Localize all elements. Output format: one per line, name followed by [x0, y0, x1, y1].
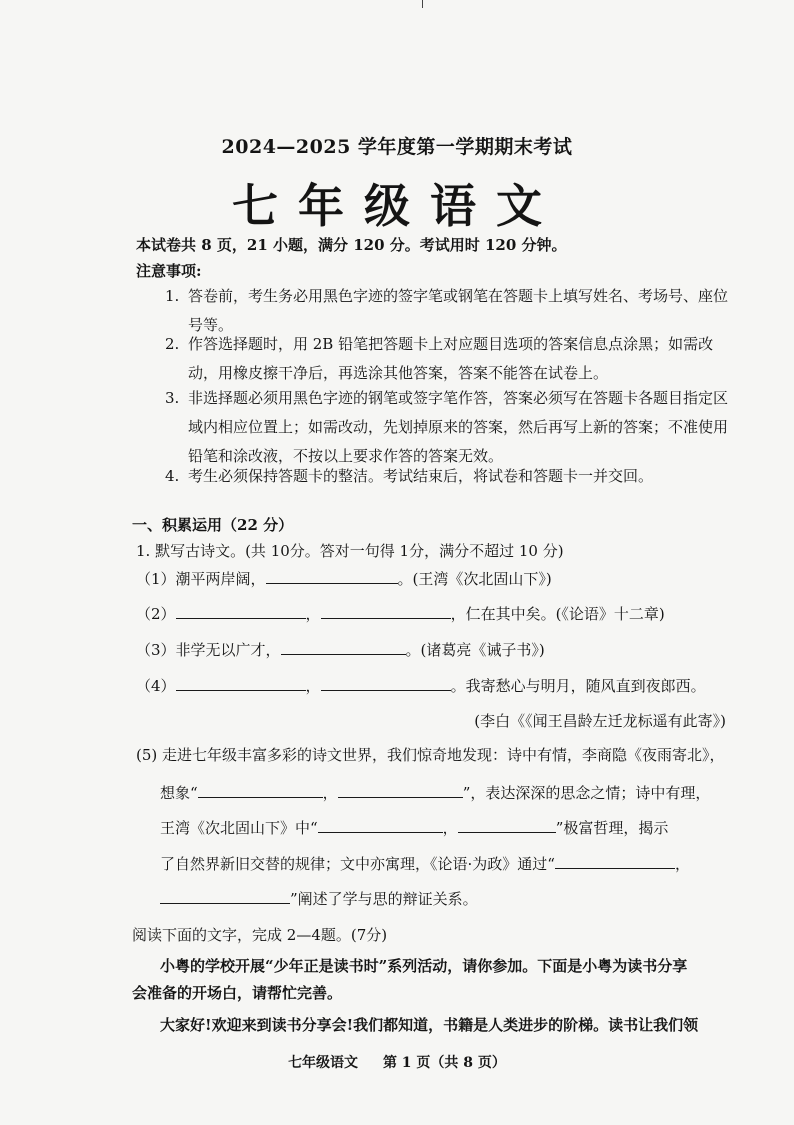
question-text: ”阐述了学与思的辩证关系。: [290, 890, 478, 908]
question-text: 。(王湾《次北固山下》): [397, 570, 552, 588]
exam-title: 2024—2025 学年度第一学期期末考试: [221, 136, 573, 158]
notice-item-number: 2.: [165, 335, 180, 353]
answer-blank[interactable]: [160, 888, 290, 904]
answer-blank[interactable]: [176, 603, 306, 619]
notice-item: [165, 330, 742, 388]
question-1-5-line: [160, 853, 754, 875]
question-1-4-source: (李白《《闻王昌龄左迁龙标遥有此寄》): [474, 712, 726, 730]
question-text: （2）: [136, 605, 176, 623]
question-1-5-line: [160, 888, 754, 910]
question-1-4: [136, 675, 754, 697]
binding-mark: [422, 0, 423, 8]
page-footer: [0, 1052, 794, 1072]
question-text: ”，表达深深的思念之情；诗中有理，: [462, 784, 711, 802]
answer-blank[interactable]: [555, 853, 675, 869]
reading-paragraph: 大家好!欢迎来到读书分享会!我们都知道，书籍是人类进步的阶梯。读书让我们领: [160, 1016, 699, 1034]
reading-paragraph: 会准备的开场白，请帮忙完善。: [132, 984, 343, 1002]
question-text: 。我寄愁心与明月，随风直到夜郎西。: [450, 677, 706, 695]
question-text: 想象“: [160, 784, 198, 802]
reading-paragraph: 小粤的学校开展“少年正是读书时”系列活动，请你参加。下面是小粤为读书分享: [160, 957, 688, 975]
answer-blank[interactable]: [318, 817, 443, 833]
question-text: 了自然界新旧交替的规律；文中亦寓理，《论语·为政》通过“: [160, 855, 555, 873]
question-1-2: [136, 603, 754, 625]
subject-title: 七年级语文: [232, 179, 562, 233]
answer-blank[interactable]: [266, 568, 398, 584]
question-1-1: [136, 568, 754, 590]
notice-item-text: 非选择题必须用黑色字迹的钢笔或签字笔作答，答案必须写在答题卡各题目指定区域内相应位置上；如需改动，先划掉原来的答案，然后再写上新的答案；不准使用铅笔和涂改液，不按以上要求作答的答案无效。: [188, 389, 729, 465]
notice-item: [165, 462, 742, 491]
question-text: 王湾《次北固山下》中“: [160, 819, 318, 837]
question-text: ，: [322, 784, 338, 802]
reading-prompt: 阅读下面的文字，完成 2—4题。(7分): [132, 926, 388, 944]
notice-item-text: 作答选择题时，用 2B 铅笔把答题卡上对应题目选项的答案信息点涂黑；如需改动，用橡皮擦干净后，再选涂其他答案，答案不能答在试卷上。: [188, 335, 714, 382]
question-1-5-line: [160, 782, 754, 804]
footer-subject: 七年级语文: [288, 1055, 359, 1071]
notice-item-number: 4.: [165, 467, 180, 485]
question-text: 。(诸葛亮《诫子书》): [405, 641, 545, 659]
answer-blank[interactable]: [338, 782, 463, 798]
exam-intro: 本试卷共 8 页，21 小题，满分 120 分。考试用时 120 分钟。: [136, 236, 567, 254]
answer-blank[interactable]: [198, 782, 323, 798]
question-text: ”极富哲理，揭示: [555, 819, 669, 837]
question-text: （4）: [136, 677, 176, 695]
question-text: ，: [305, 605, 321, 623]
question-text: （3）非学无以广才，: [136, 641, 281, 659]
question-text: ，: [305, 677, 321, 695]
notice-item: [165, 384, 742, 471]
question-text: （1）潮平两岸阔，: [136, 570, 266, 588]
answer-blank[interactable]: [321, 603, 451, 619]
notice-item-text: 考生必须保持答题卡的整洁。考试结束后，将试卷和答题卡一并交回。: [188, 467, 654, 485]
section-title: 一、积累运用（22 分）: [132, 516, 294, 534]
question-1-5-line: (5) 走进七年级丰富多彩的诗文世界，我们惊奇地发现：诗中有情，李商隐《夜雨寄北》，: [136, 746, 725, 764]
notice-item-number: 1.: [165, 287, 180, 305]
question-text: ，仁在其中矣。(《论语》十二章): [450, 605, 665, 623]
question-text: ，: [442, 819, 458, 837]
question-text: ，: [674, 855, 690, 873]
answer-blank[interactable]: [321, 675, 451, 691]
notice-title: 注意事项:: [136, 262, 202, 280]
question-1-5-line: [160, 817, 754, 839]
answer-blank[interactable]: [176, 675, 306, 691]
answer-blank[interactable]: [281, 639, 406, 655]
notice-item-text: 答卷前，考生务必用黑色字迹的签字笔或钢笔在答题卡上填写姓名、考场号、座位号等。: [188, 287, 729, 334]
answer-blank[interactable]: [458, 817, 556, 833]
question-1-prompt: 1. 默写古诗文。(共 10分。答对一句得 1分，满分不超过 10 分): [136, 542, 564, 560]
footer-page-number: 第 1 页（共 8 页）: [382, 1055, 506, 1071]
question-1-3: [136, 639, 754, 661]
notice-item-number: 3.: [165, 389, 180, 407]
